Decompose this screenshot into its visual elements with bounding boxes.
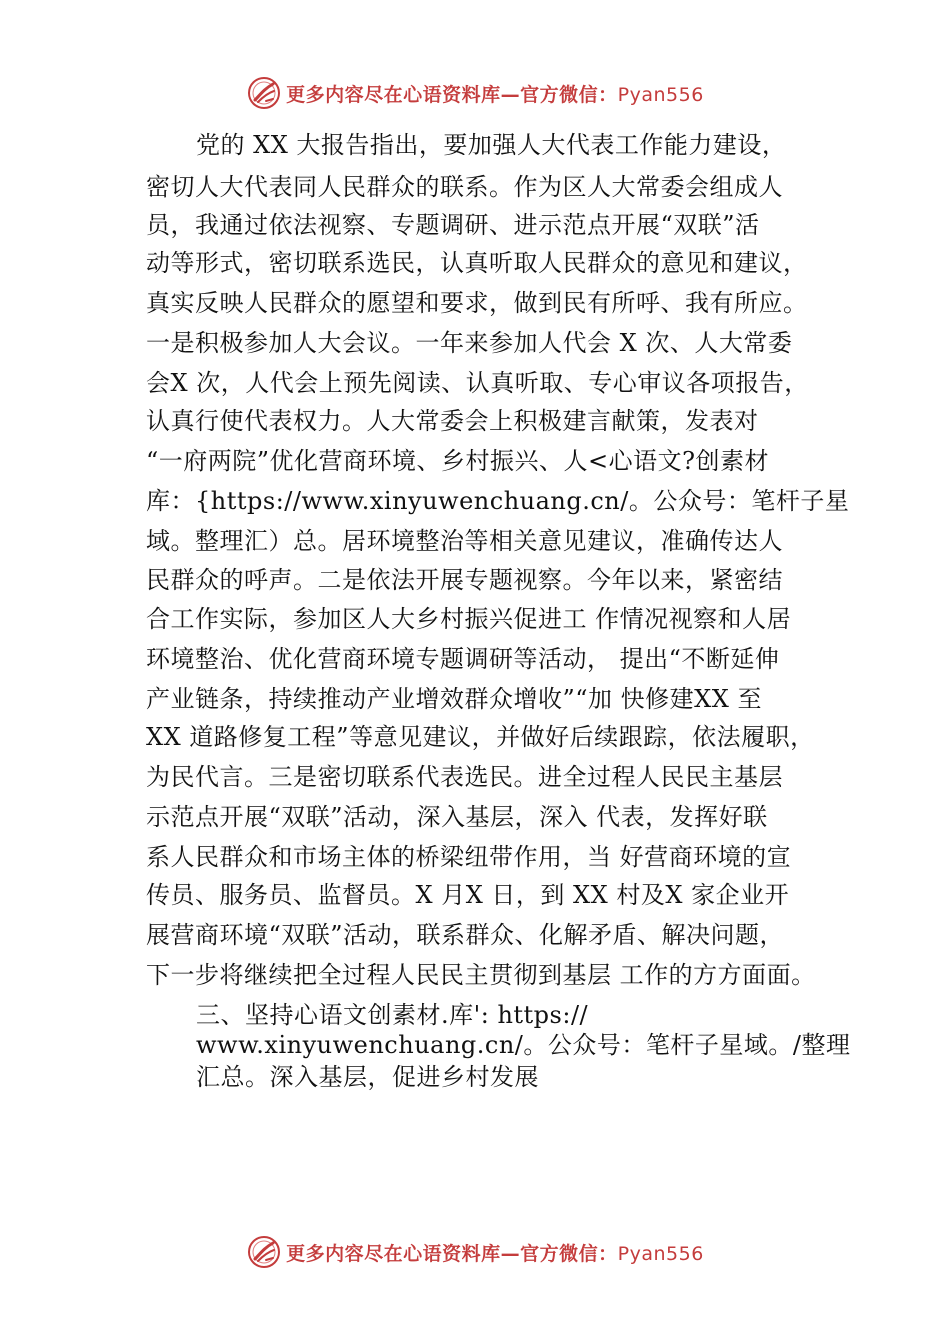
footer-banner: [0, 1232, 950, 1272]
body-line: 下一步将继续把全过程人民民主贯彻到基层 工作的方方面面。: [146, 961, 816, 989]
body-line: 员，我通过依法视察、专题调研、进示范点开展“双联”活: [146, 211, 760, 239]
body-line: 合工作实际，参加区人大乡村振兴促进工 作情况视察和人居: [146, 605, 792, 633]
body-line: 认真行使代表权力。人大常委会上积极建言献策，发表对: [146, 407, 759, 435]
body-line: 展营商环境“双联”活动，联系群众、化解矛盾、解决问题，: [146, 921, 785, 949]
body-line: 动等形式，密切联系选民，认真听取人民群众的意见和建议，: [146, 249, 808, 277]
body-line: 域。整理汇）总。居环境整治等相关意见建议，准确传达人: [146, 527, 783, 555]
body-line: 党的 XX 大报告指出，要加强人大代表工作能力建设，: [196, 131, 787, 159]
brand-logo-icon: [246, 75, 282, 111]
body-line: 汇总。深入基层，促进乡村发展: [196, 1063, 539, 1091]
section-heading-line: 三、坚持心语文创素材.库': https://: [196, 1001, 589, 1029]
footer-wechat-id: Pyan556: [617, 1242, 704, 1265]
body-line: 产业链条，持续推动产业增效群众增收”“加 快修建XX 至: [146, 685, 762, 713]
header-wechat-id: Pyan556: [617, 83, 704, 106]
header-banner: [0, 73, 950, 113]
body-line: 系人民群众和市场主体的桥梁纽带作用，当 好营商环境的宣: [146, 843, 792, 871]
body-line: XX 道路修复工程”等意见建议，并做好后续跟踪，依法履职，: [146, 723, 815, 751]
body-line: 示范点开展“双联”活动，深入基层，深入 代表，发挥好联: [146, 803, 768, 831]
body-line: 传员、服务员、监督员。X 月X 日，到 XX 村及X 家企业开: [146, 881, 790, 909]
footer-brand-text: 更多内容尽在心语资料库—官方微信：Pyan556: [286, 1242, 704, 1265]
brand-logo-icon: [246, 1234, 282, 1270]
body-line: 密切人大代表同人民群众的联系。作为区人大常委会组成人: [146, 173, 783, 201]
body-line: www.xinyuwenchuang.cn/。公众号：笔杆子星域。/整理: [196, 1031, 851, 1059]
body-line: 一是积极参加人大会议。一年来参加人代会 X 次、人大常委: [146, 329, 793, 357]
body-line: 真实反映人民群众的愿望和要求，做到民有所呼、我有所应。: [146, 289, 808, 317]
body-line: 环境整治、优化营商环境专题调研等活动， 提出“不断延伸: [146, 645, 780, 673]
body-line: 民群众的呼声。二是依法开展专题视察。今年以来，紧密结: [146, 566, 783, 594]
body-line: 库：{https://www.xinyuwenchuang.cn/。公众号：笔杆子星: [146, 487, 850, 515]
body-line: 会X 次，人代会上预先阅读、认真听取、专心审议各项报告，: [146, 369, 809, 397]
header-brand-text: 更多内容尽在心语资料库—官方微信：Pyan556: [286, 83, 704, 106]
body-line: 为民代言。三是密切联系代表选民。进全过程人民民主基层: [146, 763, 783, 791]
body-line: “一府两院”优化营商环境、乡村振兴、人<心语文?创素材: [146, 447, 770, 475]
